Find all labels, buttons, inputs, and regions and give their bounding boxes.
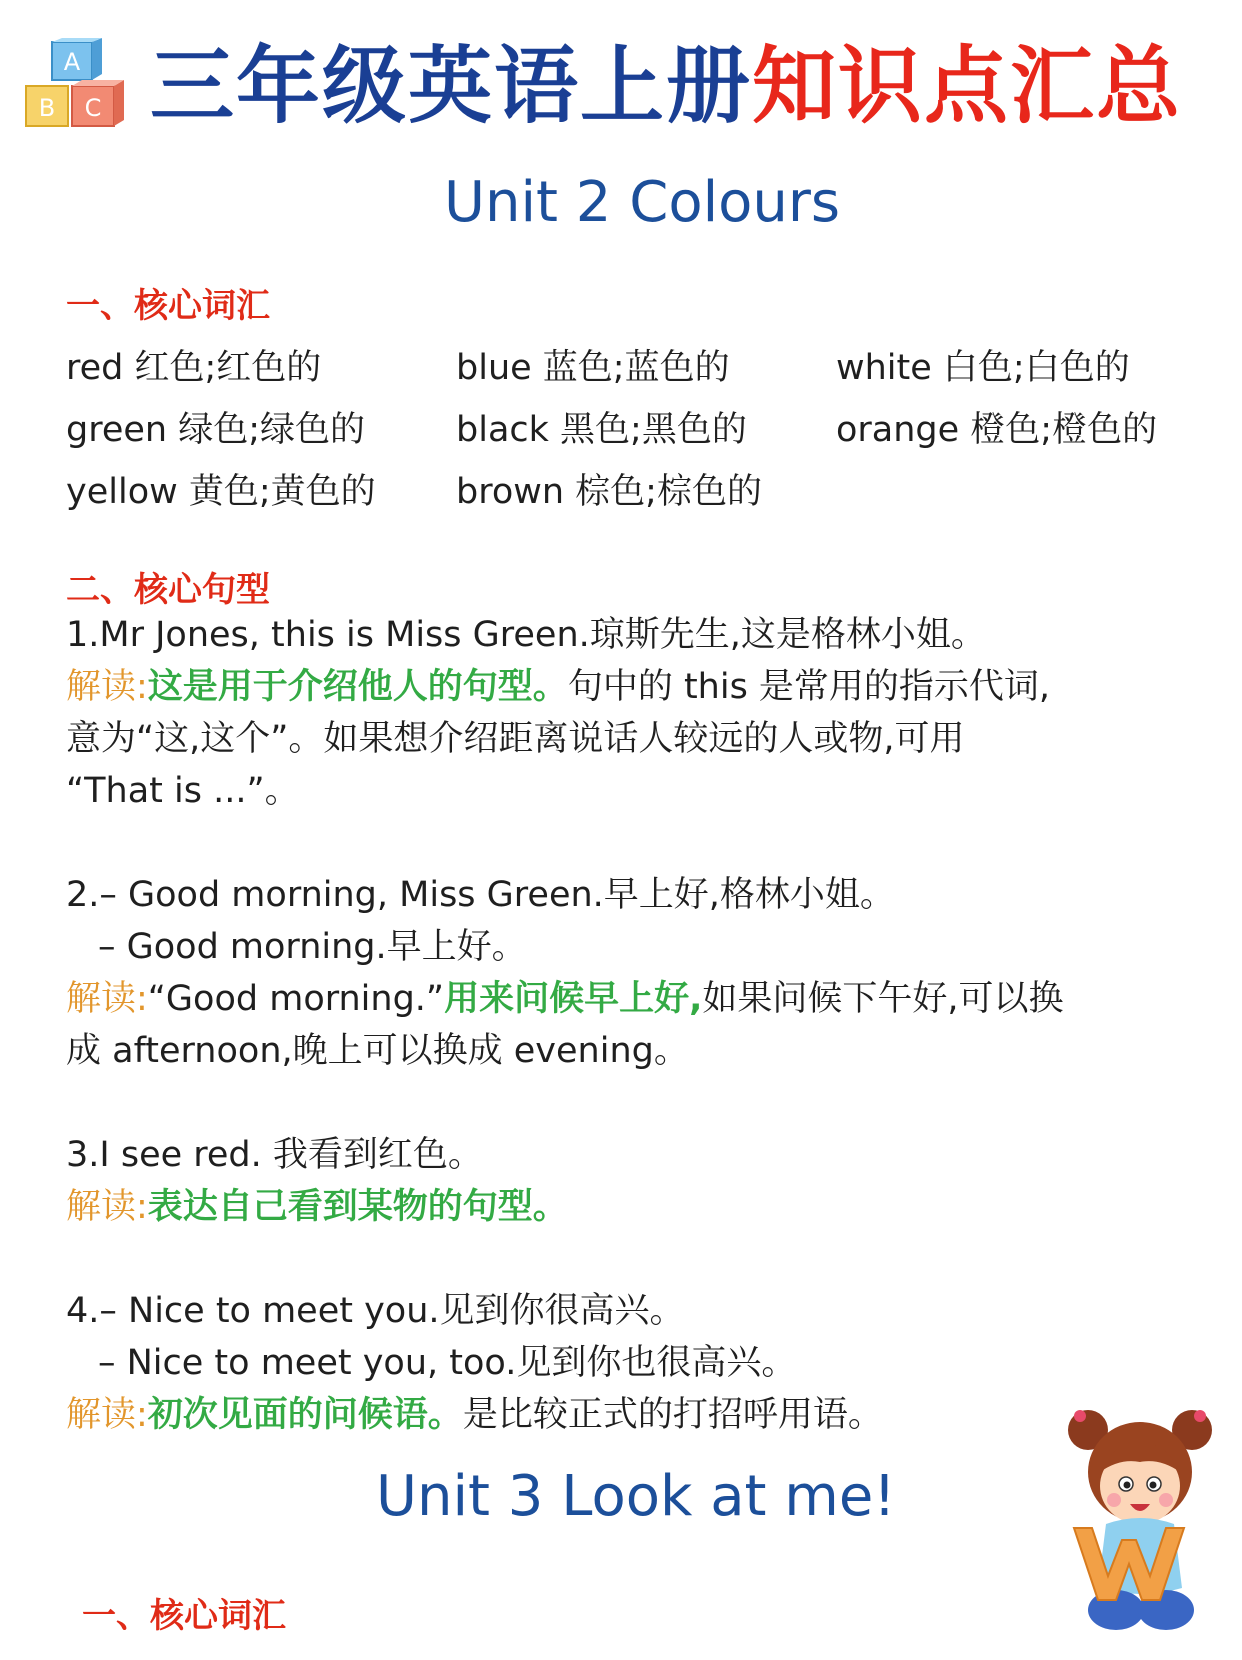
vocab-item: black 黑色;黑色的 [456,410,747,450]
svg-text:A: A [63,48,81,76]
sentence-2-line-1: 2.– Good morning, Miss Green.早上好,格林小姐。 [66,875,895,915]
sentence-1-explanation-cont: “That is ...”。 [66,771,300,811]
svg-text:B: B [38,94,56,122]
sentence-4-line-2: – Nice to meet you, too.见到你也很高兴。 [98,1343,797,1383]
explanation-highlight: 用来问候早上好, [444,979,703,1019]
explanation-label: 解读: [66,667,148,707]
girl-holding-letter-w-icon [1056,1400,1226,1640]
explanation-label: 解读: [66,1187,148,1227]
vocab-item: orange 橙色;橙色的 [836,410,1158,450]
explanation-label: 解读: [66,1395,148,1435]
abc-blocks-icon [22,38,132,134]
sentence-3-explanation [66,1181,568,1233]
sentence-1-explanation-cont: 意为“这,这个”。如果想介绍距离说话人较远的人或物,可用 [66,719,965,759]
unit3-title: Unit 3 Look at me! [376,1464,896,1529]
explanation-text: 如果问候下午好,可以换 [702,979,1064,1019]
explanation-highlight: 初次见面的问候语。 [147,1395,463,1435]
sentence-2-explanation [66,973,1064,1025]
sentence-1-explanation [66,661,1050,713]
svg-text:C: C [84,94,102,122]
explanation-quote: “Good morning.” [147,979,445,1019]
sentence-2-explanation-cont: 成 afternoon,晚上可以换成 evening。 [66,1031,689,1071]
sentence-3: 3.I see red. 我看到红色。 [66,1135,483,1175]
explanation-label: 解读: [66,979,148,1019]
title-part-red: 知识点汇总 [752,37,1183,135]
vocab-item: brown 棕色;棕色的 [456,472,762,512]
page-title [150,36,1182,136]
unit3-vocab-heading: 一、核心词汇 [82,1596,286,1636]
sentence-1: 1.Mr Jones, this is Miss Green.琼斯先生,这是格林小姐。 [66,615,986,655]
sentence-4-line-1: 4.– Nice to meet you.见到你很高兴。 [66,1291,685,1331]
explanation-highlight: 这是用于介绍他人的句型。 [147,667,568,707]
vocab-item: blue 蓝色;蓝色的 [456,348,730,388]
sentence-4-explanation [66,1389,883,1441]
title-part-blue: 三年级英语上册 [150,37,753,135]
unit2-vocab-heading: 一、核心词汇 [66,286,270,326]
sentence-2-line-2: – Good morning.早上好。 [98,927,527,967]
vocab-item: red 红色;红色的 [66,348,322,388]
unit2-title: Unit 2 Colours [444,170,841,235]
explanation-text: 是比较正式的打招呼用语。 [462,1395,883,1435]
unit2-sentence-heading: 二、核心句型 [66,570,270,610]
vocab-item: green 绿色;绿色的 [66,410,366,450]
explanation-text: 句中的 this 是常用的指示代词, [567,667,1051,707]
explanation-highlight: 表达自己看到某物的句型。 [147,1187,568,1227]
vocab-item: white 白色;白色的 [836,348,1130,388]
vocab-item: yellow 黄色;黄色的 [66,472,376,512]
